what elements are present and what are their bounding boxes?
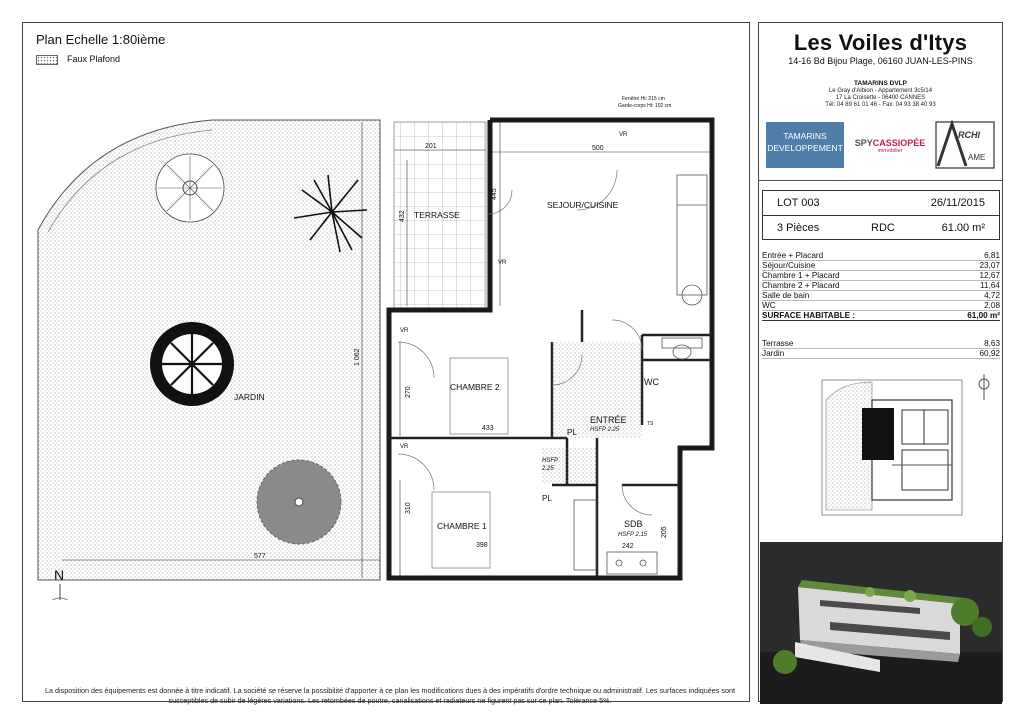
dim-500: 500 xyxy=(592,145,604,152)
faux-plafond-swatch xyxy=(36,55,58,65)
label-chambre-1: CHAMBRE 1 xyxy=(437,521,487,531)
lot-area: 61.00 m² xyxy=(941,222,985,234)
lot-number: LOT 003 xyxy=(777,197,820,209)
dim-201: 201 xyxy=(425,143,437,150)
surface-table xyxy=(762,251,1000,321)
surface-row: WC 2,08 xyxy=(762,301,1000,310)
label-jardin: JARDIN xyxy=(234,392,265,402)
label-sejour: SEJOUR/CUISINE xyxy=(547,200,619,210)
label-entree-hsfp: HSFP 2.25 xyxy=(590,427,620,433)
logo-row xyxy=(762,118,1000,174)
exterior-row: Jardin 60,92 xyxy=(762,349,1000,358)
lot-date: 26/11/2015 xyxy=(930,197,985,209)
label-pl-2: PL xyxy=(542,494,552,503)
label-vr-4: VR xyxy=(400,444,409,450)
dim-310: 310 xyxy=(405,502,412,514)
dim-205: 205 xyxy=(661,526,668,538)
developer-line-1: Le Gray d'Albion - Appartement 3c5/14 xyxy=(828,88,933,94)
tree-gray-icon xyxy=(257,460,341,544)
label-vr-1: VR xyxy=(619,132,628,138)
project-name: Les Voiles d'Itys xyxy=(793,30,968,55)
surface-row: Entrée + Placard 6,81 xyxy=(762,251,1000,260)
archi-ame-logo xyxy=(934,120,996,170)
dim-398: 398 xyxy=(476,542,488,549)
label-hsfp: HSFP xyxy=(542,458,559,464)
sink xyxy=(607,552,657,574)
lot-level: RDC xyxy=(871,222,895,234)
developer-name: TAMARINS DVLP xyxy=(854,80,907,87)
legend-label: Faux Plafond xyxy=(67,54,121,64)
building-render xyxy=(760,542,1002,704)
tree-top-left-icon xyxy=(156,154,224,222)
dim-432: 432 xyxy=(399,210,406,222)
exterior-row: Terrasse 8,63 xyxy=(762,339,1000,348)
tamarins-logo: TAMARINS DEVELOPPEMENT xyxy=(766,122,844,168)
surface-total-row: SURFACE HABITABLE : 61,00 m² xyxy=(762,311,1000,320)
dim-1062: 1 062 xyxy=(354,348,361,366)
label-sdb: SDB xyxy=(624,519,643,529)
label-vr-2: VR xyxy=(498,260,507,266)
wc-bowl xyxy=(673,345,691,359)
label-vr-3: VR xyxy=(400,328,409,334)
lot-info-box xyxy=(762,190,1000,240)
dim-270: 270 xyxy=(405,386,412,398)
label-pl-1: PL xyxy=(567,428,577,437)
window-note-2: Garde-corps Ht: 102 cm xyxy=(618,103,672,109)
project-address: 14-16 Bd Bijou Plage, 06160 JUAN-LES-PINS xyxy=(788,56,973,66)
surface-row: Chambre 1 + Placard 12,67 xyxy=(762,271,1000,280)
developer-line-3: Tél: 04 89 61 01 46 - Fax: 04 93 38 40 93 xyxy=(825,102,936,108)
svg-text:AME: AME xyxy=(968,153,986,162)
window-note-1: Fenêtre Ht: 215 cm xyxy=(622,96,665,102)
label-chambre-2: CHAMBRE 2 xyxy=(450,382,500,392)
svg-text:RCHI: RCHI xyxy=(958,130,980,140)
surface-row: Séjour/Cuisine 23,07 xyxy=(762,261,1000,270)
sidebar-divider xyxy=(758,180,1003,181)
floor-plan xyxy=(22,80,748,600)
surface-row: Salle de bain 4,72 xyxy=(762,291,1000,300)
dim-433: 433 xyxy=(482,425,494,432)
dim-242: 242 xyxy=(622,543,634,550)
label-sdb-hsfp: HSFP 2.15 xyxy=(618,532,648,538)
exterior-table xyxy=(762,339,1000,359)
label-terrasse: TERRASSE xyxy=(414,210,460,220)
label-ts: TS xyxy=(647,421,654,427)
lot-rooms: 3 Pièces xyxy=(777,222,820,234)
tree-black-icon xyxy=(150,322,234,406)
spy-cassiopee-logo: SPYCASSIOPÉE immobilier xyxy=(854,138,926,154)
disclaimer: La disposition des équipements est donnée à titre indicatif. La société se réserve la possibilité d'apporter à ce plan les modifications dues à des impératifs d'ordre technique ou administratif. Les surfaces indiquées sont susceptibles de subir de légères variations. Les retombées de poutre, canalisations et radiateurs ne figurent pas sur ce plan. Tolérance 5%. xyxy=(45,686,735,705)
dim-445: 445 xyxy=(491,188,498,200)
svg-text:N: N xyxy=(54,567,65,583)
label-wc: WC xyxy=(644,377,659,387)
surface-row: Chambre 2 + Placard 11,64 xyxy=(762,281,1000,290)
bathtub xyxy=(574,500,596,570)
dim-577: 577 xyxy=(254,553,266,560)
bed-chambre-2 xyxy=(450,358,508,434)
scale-title: Plan Echelle 1:80ième xyxy=(36,32,166,47)
label-entree: ENTRÉE xyxy=(590,415,627,425)
key-plan xyxy=(812,370,997,530)
developer-line-2: 17 La Croisette - 06400 CANNES xyxy=(835,95,926,101)
label-hsfp-value: 2.25 xyxy=(542,466,554,472)
